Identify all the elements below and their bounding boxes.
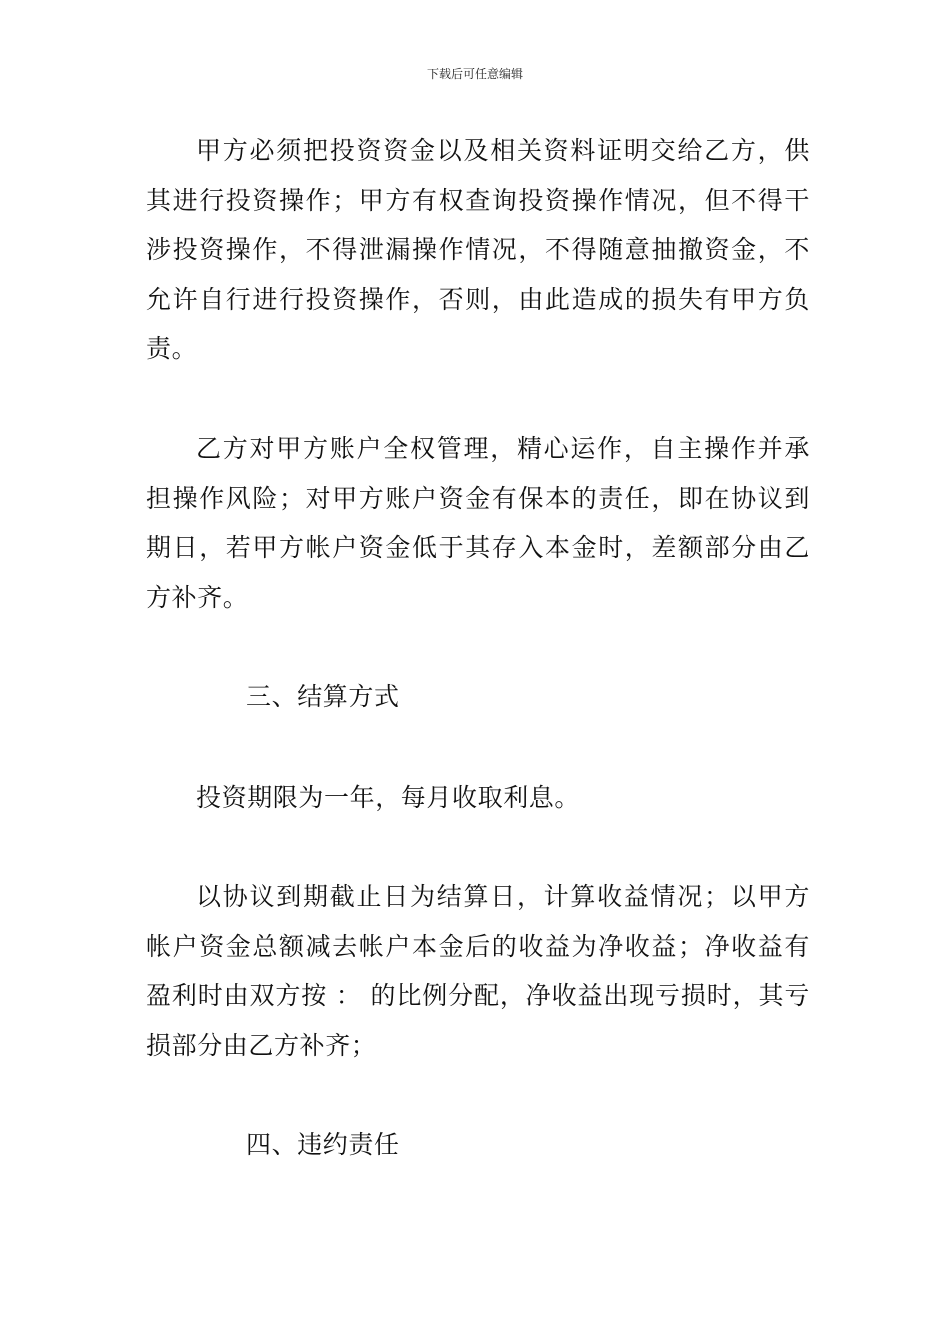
page-header-note: 下载后可任意编辑 (426, 67, 523, 81)
paragraph-investor-obligations: 甲方必须把投资资金以及相关资料证明交给乙方，供其进行投资操作；甲方有权查询投资操作情况，但不得干涉投资操作，不得泄漏操作情况，不得随意抽撤资金，不允许自行进行投资操作，否则，由此造成的损失有甲方负责。 (146, 136, 810, 363)
section-heading-settlement: 三、结算方式 (246, 682, 400, 711)
paragraph-settlement-rules: 以协议到期截止日为结算日，计算收益情况；以甲方帐户资金总额减去帐户本金后的收益为净收益；净收益有盈利时由双方按 ： 的比例分配，净收益出现亏损时，其亏损部分由乙方补齐； (146, 882, 810, 1060)
paragraph-investment-term: 投资期限为一年，每月收取利息。 (196, 783, 581, 812)
section-heading-breach-liability: 四、违约责任 (246, 1130, 400, 1159)
paragraph-manager-responsibilities: 乙方对甲方账户全权管理，精心运作，自主操作并承担操作风险；对甲方账户资金有保本的责任，即在协议到期日，若甲方帐户资金低于其存入本金时，差额部分由乙方补齐。 (146, 434, 810, 612)
